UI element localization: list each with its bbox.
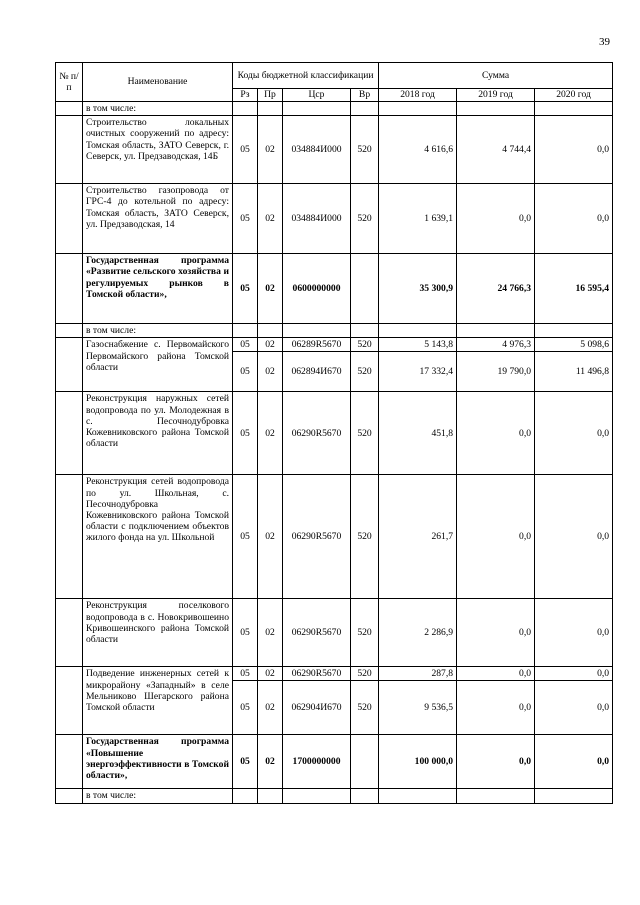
row-csr: 06289R5670: [283, 338, 351, 352]
row-vr: 520: [351, 681, 379, 735]
row-2018: 17 332,4: [379, 352, 457, 392]
header-name: Наименование: [83, 63, 233, 102]
row-pr: 02: [258, 352, 283, 392]
row-vr: 520: [351, 392, 379, 475]
row-rz: 05: [233, 681, 258, 735]
row-2019: 4 744,4: [457, 116, 535, 184]
table-row: [56, 324, 613, 338]
row-pr: 02: [258, 599, 283, 667]
row-pr: 02: [258, 392, 283, 475]
row-name: в том числе:: [83, 102, 233, 116]
header-2018: 2018 год: [379, 89, 457, 102]
row-2020: 5 098,6: [535, 338, 613, 352]
row-2019: 0,0: [457, 184, 535, 254]
row-rz: 05: [233, 254, 258, 324]
row-csr: 06290R5670: [283, 599, 351, 667]
row-name: Реконструкция поселкового водопровода в с. Новокривошеино Кривошеинского района Томской области: [83, 599, 233, 667]
row-2018: 5 143,8: [379, 338, 457, 352]
row-2018: 261,7: [379, 475, 457, 599]
page-number: 39: [599, 36, 610, 48]
table-row: [56, 599, 613, 667]
row-2019: 19 790,0: [457, 352, 535, 392]
table-row: [56, 116, 613, 184]
row-2020: 0,0: [535, 667, 613, 681]
row-2018: 4 616,6: [379, 116, 457, 184]
row-csr: 06290R5670: [283, 667, 351, 681]
row-2020: 0,0: [535, 681, 613, 735]
row-vr: 520: [351, 352, 379, 392]
row-2018: 35 300,9: [379, 254, 457, 324]
table-row: [56, 789, 613, 803]
row-2020: 0,0: [535, 599, 613, 667]
row-2019: 0,0: [457, 735, 535, 789]
row-vr: 520: [351, 338, 379, 352]
row-2019: 0,0: [457, 392, 535, 475]
row-2018: 2 286,9: [379, 599, 457, 667]
row-2020: 0,0: [535, 392, 613, 475]
row-name: в том числе:: [83, 789, 233, 803]
row-name: Государственная программа «Развитие сельского хозяйства и регулируемых рынков в Томской области»,: [83, 254, 233, 324]
row-name: в том числе:: [83, 324, 233, 338]
row-csr: 062904И670: [283, 681, 351, 735]
row-pr: 02: [258, 116, 283, 184]
row-rz: 05: [233, 599, 258, 667]
row-2019: 4 976,3: [457, 338, 535, 352]
row-csr: 034884И000: [283, 116, 351, 184]
header-2019: 2019 год: [457, 89, 535, 102]
header-num: № п/п: [56, 63, 83, 102]
table-row: [56, 102, 613, 116]
row-name: Государственная программа «Повышение энергоэффективности в Томской области»,: [83, 735, 233, 789]
row-2020: 0,0: [535, 116, 613, 184]
row-pr: 02: [258, 735, 283, 789]
row-2019: 0,0: [457, 681, 535, 735]
row-csr: 0600000000: [283, 254, 351, 324]
row-name: Газоснабжение с. Первомайского Первомайского района Томской области: [83, 338, 233, 392]
row-name: Подведение инженерных сетей к микрорайону «Западный» в селе Мельниково Шегарского района Томской области: [83, 667, 233, 735]
row-rz: 05: [233, 116, 258, 184]
table-row: [56, 392, 613, 475]
table-row: [56, 254, 613, 324]
row-pr: 02: [258, 667, 283, 681]
row-name: Реконструкция сетей водопровода по ул. Школьная, с. Песочнодубровка Кожевниковского района Томской области с подключением объектов жилого фонда на ул. Школьной: [83, 475, 233, 599]
row-2020: 0,0: [535, 184, 613, 254]
row-2018: 9 536,5: [379, 681, 457, 735]
row-vr: 520: [351, 184, 379, 254]
row-rz: 05: [233, 735, 258, 789]
header-codes: Коды бюджетной классификации: [233, 63, 379, 89]
row-2019: 0,0: [457, 599, 535, 667]
row-csr: 034884И000: [283, 184, 351, 254]
row-2020: 11 496,8: [535, 352, 613, 392]
table-row: [56, 667, 613, 681]
row-rz: 05: [233, 667, 258, 681]
row-name: Реконструкция наружных сетей водопровода по ул. Молодежная в с. Песочнодубровка Кожевниковского района Томской области: [83, 392, 233, 475]
row-pr: 02: [258, 254, 283, 324]
row-vr: 520: [351, 667, 379, 681]
row-pr: 02: [258, 475, 283, 599]
table-row: [56, 184, 613, 254]
table-row: [56, 735, 613, 789]
header-rz: Рз: [233, 89, 258, 102]
row-pr: 02: [258, 681, 283, 735]
row-2020: 16 595,4: [535, 254, 613, 324]
row-vr: 520: [351, 599, 379, 667]
row-name: Строительство локальных очистных сооружений по адресу: Томская область, ЗАТО Северск, г. Северск, ул. Предзаводская, 14Б: [83, 116, 233, 184]
row-2018: 1 639,1: [379, 184, 457, 254]
row-csr: 06290R5670: [283, 392, 351, 475]
row-rz: 05: [233, 338, 258, 352]
row-name: Строительство газопровода от ГРС-4 до котельной по адресу: Томская область, ЗАТО Северск, ул. Предзаводская, 14: [83, 184, 233, 254]
row-pr: 02: [258, 184, 283, 254]
row-vr: 520: [351, 116, 379, 184]
row-2019: 24 766,3: [457, 254, 535, 324]
row-2018: 100 000,0: [379, 735, 457, 789]
row-csr: 1700000000: [283, 735, 351, 789]
row-2018: 451,8: [379, 392, 457, 475]
row-2020: 0,0: [535, 735, 613, 789]
header-2020: 2020 год: [535, 89, 613, 102]
row-rz: 05: [233, 352, 258, 392]
header-pr: Пр: [258, 89, 283, 102]
row-csr: 062894И670: [283, 352, 351, 392]
row-vr: [351, 254, 379, 324]
budget-table: [55, 62, 613, 804]
row-2019: 0,0: [457, 667, 535, 681]
row-vr: 520: [351, 475, 379, 599]
row-rz: 05: [233, 392, 258, 475]
header-csr: Цср: [283, 89, 351, 102]
row-csr: 06290R5670: [283, 475, 351, 599]
row-rz: 05: [233, 475, 258, 599]
row-2020: 0,0: [535, 475, 613, 599]
table-row: [56, 338, 613, 352]
header-sum: Сумма: [379, 63, 613, 89]
header-vr: Вр: [351, 89, 379, 102]
row-2019: 0,0: [457, 475, 535, 599]
row-2018: 287,8: [379, 667, 457, 681]
row-vr: [351, 735, 379, 789]
table-row: [56, 475, 613, 599]
row-pr: 02: [258, 338, 283, 352]
row-rz: 05: [233, 184, 258, 254]
